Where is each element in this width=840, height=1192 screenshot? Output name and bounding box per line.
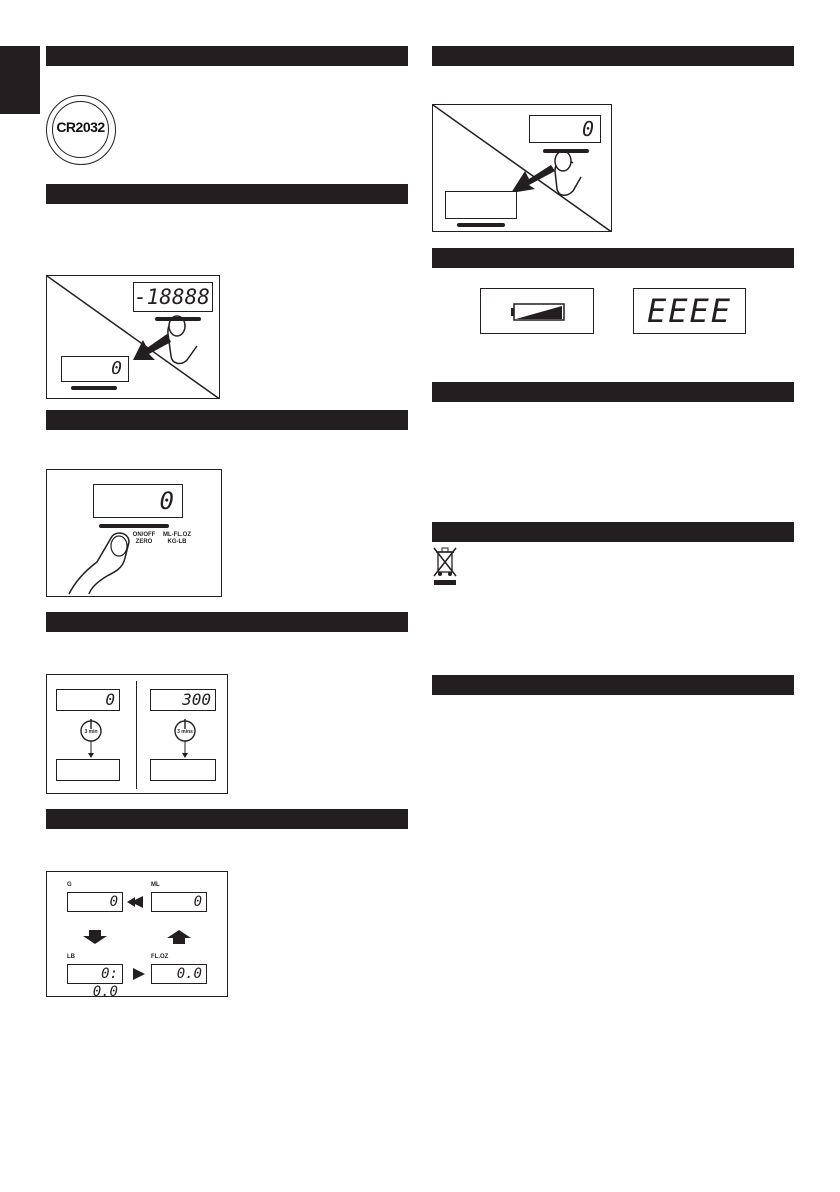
lcd-unit-lb: 0: 0.0 (67, 964, 123, 984)
battery-type-label: CR2032 (56, 119, 105, 135)
lcd-display-power-off: 0 (529, 115, 601, 143)
lcd-display-all-segments: -18888 (133, 282, 213, 312)
timer-label-left: 3 min (84, 729, 98, 735)
timer-label-right: 3 mins (177, 729, 193, 735)
units-figure (46, 871, 228, 997)
on-off-button-small (71, 386, 117, 390)
coin-battery-icon (46, 95, 116, 165)
auto-off-figure (46, 674, 228, 794)
section-header-units (46, 809, 408, 829)
power-off-figure (432, 104, 612, 232)
section-header-auto-off (46, 612, 408, 632)
section-header-battery (46, 46, 408, 66)
power-off-button[interactable] (543, 149, 589, 153)
lcd-display-zero: 0 (61, 356, 129, 382)
on-off-button[interactable] (155, 317, 201, 321)
lcd-display-tare: 0 (93, 484, 183, 518)
unit-cycle-arrows (47, 872, 228, 997)
section-header-guarantee (432, 675, 794, 695)
section-header-environment (432, 522, 794, 542)
lcd-display-left: 0 (56, 689, 120, 711)
lcd-unit-g: 0 (67, 892, 123, 912)
lcd-unit-floz: 0.0 (151, 964, 207, 984)
unit-button-label: ML-FL.OZ KG-LB (163, 532, 191, 545)
section-header-power-on (46, 184, 408, 204)
finger-icon (67, 528, 147, 596)
section-header-power-off (432, 46, 794, 66)
tare-figure (46, 469, 222, 597)
lcd-display-right-off (150, 759, 216, 781)
on-off-zero-label: ON/OFF ZERO (132, 532, 156, 545)
section-header-tare (46, 410, 408, 430)
unit-g-label: G (67, 882, 72, 888)
power-off-button-small (457, 223, 505, 227)
lcd-display-right: 300 (150, 689, 216, 711)
lcd-display-left-off (56, 759, 120, 781)
lcd-display-blank (445, 191, 517, 219)
unit-ml-label: ML (151, 882, 160, 888)
weee-bin-icon (432, 546, 458, 588)
section-header-maintenance (432, 382, 794, 402)
low-battery-display (480, 288, 594, 334)
power-on-figure (46, 275, 220, 399)
language-tab (0, 46, 40, 114)
unit-lb-label: LB (67, 954, 75, 960)
lcd-unit-ml: 0 (151, 892, 207, 912)
unit-floz-label: FL.OZ (151, 954, 169, 960)
error-display-overload: EEEE (633, 288, 746, 334)
section-header-errors (432, 248, 794, 268)
battery-low-icon (511, 303, 565, 321)
